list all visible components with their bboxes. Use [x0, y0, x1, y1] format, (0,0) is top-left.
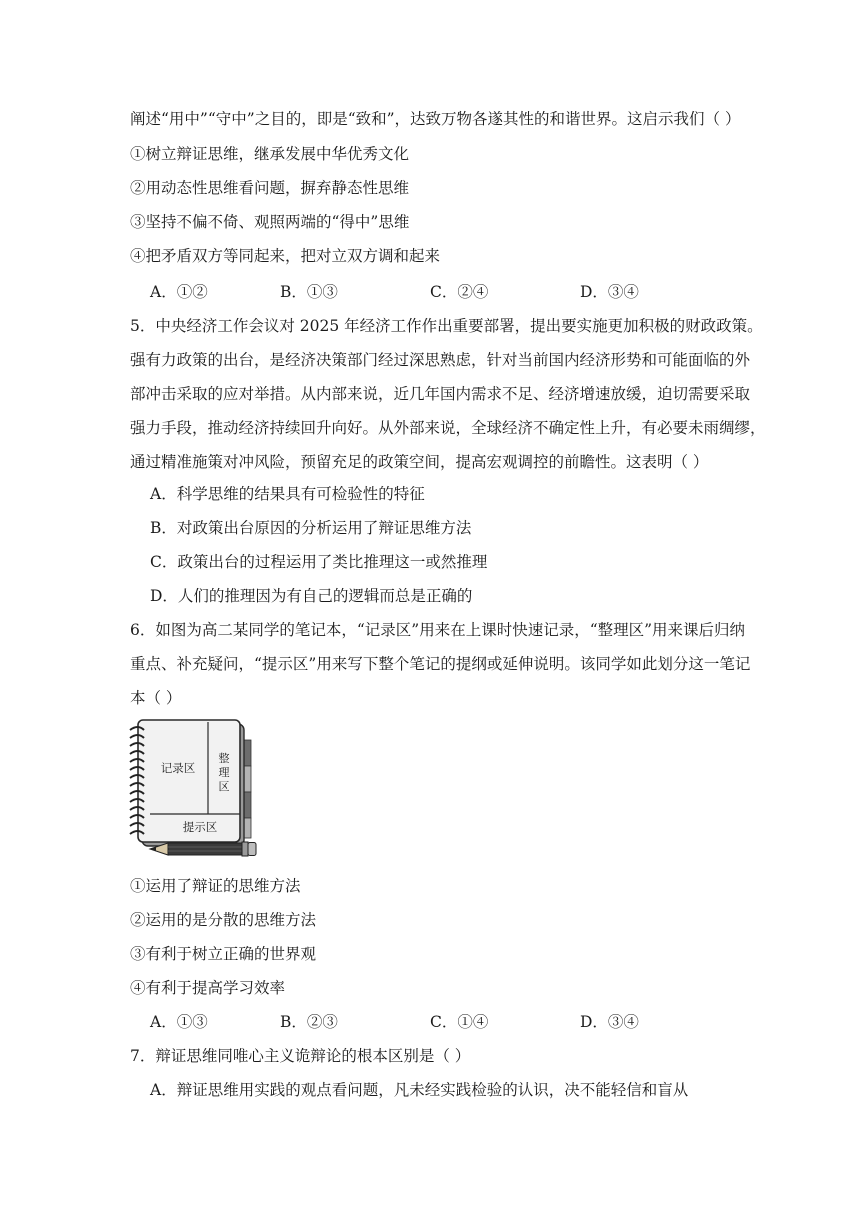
q4-option-a[interactable]: A．①②	[150, 283, 208, 301]
organize-area-char-3: 区	[218, 780, 230, 793]
hint-area-label: 提示区	[182, 820, 218, 834]
q6-statement-3: ③有利于树立正确的世界观	[130, 945, 317, 963]
q4-statement-4: ④把矛盾双方等同起来，把对立双方调和起来	[130, 247, 441, 265]
q4-statement-1: ①树立辩证思维，继承发展中华优秀文化	[130, 145, 410, 163]
q5-stem-line-5: 通过精准施策对冲风险，预留充足的政策空间，提高宏观调控的前瞻性。这表明（ ）	[130, 453, 709, 471]
q6-stem-line-1: 6．如图为高二某同学的笔记本，“记录区”用来在上课时快速记录，“整理区”用来课后归纳	[130, 621, 746, 639]
q4-statement-3: ③坚持不偏不倚、观照两端的“得中”思维	[130, 213, 410, 231]
q6-options	[150, 1012, 730, 1032]
notebook-figure	[128, 718, 260, 860]
q5-stem-line-2: 强有力政策的出台，是经济决策部门经过深思熟虑，针对当前国内经济形势和可能面临的外	[130, 351, 751, 369]
q6-option-a[interactable]: A．①③	[150, 1013, 208, 1031]
q4-option-b[interactable]: B．①③	[280, 283, 338, 301]
q6-statement-2: ②运用的是分散的思维方法	[130, 911, 317, 929]
q5-stem-line-4: 强力手段，推动经济持续回升向好。从外部来说，全球经济不确定性上升，有必要未雨绸缪，	[130, 419, 766, 437]
q4-stem-line: 阐述“用中”“守中”之目的，即是“致和”，达致万物各遂其性的和谐世界。这启示我们（ ）	[130, 110, 741, 128]
q6-stem-line-2: 重点、补充疑问，“提示区”用来写下整个笔记的提纲或延伸说明。该同学如此划分这一笔记	[130, 655, 751, 673]
q4-option-c[interactable]: C．②④	[430, 283, 489, 301]
q4-statement-2: ②用动态性思维看问题，摒弃静态性思维	[130, 179, 410, 197]
record-area-label: 记录区	[160, 761, 196, 775]
q6-statement-1: ①运用了辩证的思维方法	[130, 877, 301, 895]
q5-option-c[interactable]: C．政策出台的过程运用了类比推理这一或然推理	[150, 553, 488, 571]
q5-option-a[interactable]: A．科学思维的结果具有可检验性的特征	[150, 485, 425, 503]
organize-area-char-1: 整	[218, 752, 230, 765]
organize-area-char-2: 理	[218, 766, 230, 779]
q6-option-c[interactable]: C．①④	[430, 1013, 489, 1031]
q7-option-a[interactable]: A．辩证思维用实践的观点看问题，凡未经实践检验的认识，决不能轻信和盲从	[150, 1081, 689, 1099]
q4-options	[150, 282, 730, 302]
q5-stem-line-1: 5．中央经济工作会议对 2025 年经济工作作出重要部署，提出要实施更加积极的财政政策。	[130, 317, 763, 335]
q6-stem-line-3: 本（ ）	[130, 689, 182, 707]
q6-statement-4: ④有利于提高学习效率	[130, 979, 286, 997]
pencil-icon	[150, 842, 256, 856]
q6-option-d[interactable]: D．③④	[580, 1013, 639, 1031]
q5-option-b[interactable]: B．对政策出台原因的分析运用了辩证思维方法	[150, 519, 472, 537]
q7-stem-line: 7．辩证思维同唯心主义诡辩论的根本区别是（ ）	[130, 1047, 471, 1065]
q5-option-d[interactable]: D．人们的推理因为有自己的逻辑而总是正确的	[150, 587, 473, 605]
q6-option-b[interactable]: B．②③	[280, 1013, 338, 1031]
q4-option-d[interactable]: D．③④	[580, 283, 639, 301]
q5-stem-line-3: 部冲击采取的应对举措。从内部来说，近几年国内需求不足、经济增速放缓，迫切需要采取	[130, 385, 751, 403]
